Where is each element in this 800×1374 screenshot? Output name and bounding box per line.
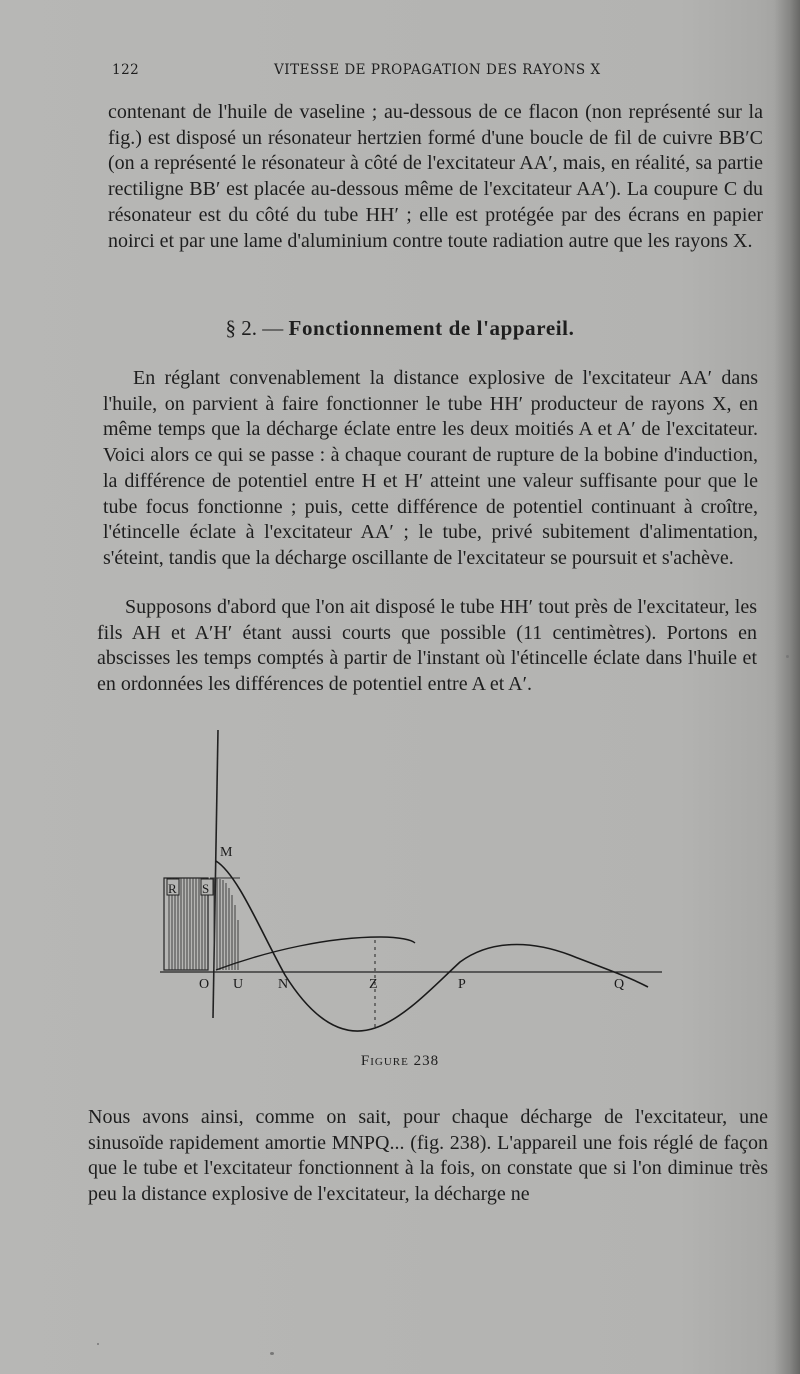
paragraph-operation: En réglant convenablement la distance explosive de l'excitateur AA′ dans l'huile, on parvient à faire fonctionner le tube HH′ producteur de rayons X, en même temps que la décharge éclate entre les deux moitiés A et A′ de l'excitateur. Voici alors ce qui se passe : à chaque courant de rupture de la bobine d'induction, la différence de potentiel entre H et H′ atteint une valeur suffisante pour que le tube focus fonctionne ; puis, cette différence de potentiel continuant à croître, l'étincelle éclate à l'excitateur AA′ ; le tube, privé subitement d'alimentation, s'éteint, tandis que la décharge oscillante de l'excitateur se poursuit et s'achève. xyxy=(103,367,758,569)
section-heading xyxy=(0,316,800,341)
ordinate-axis xyxy=(213,730,218,1018)
section-number: § 2. — xyxy=(225,316,284,340)
label-r: R xyxy=(168,881,177,896)
section-title: Fonctionnement de l'appareil. xyxy=(288,316,575,340)
rising-curve xyxy=(216,937,415,970)
figure-caption: Figure 238 xyxy=(360,1053,440,1069)
damped-sinusoid-diagram xyxy=(150,725,680,1055)
label-o: O xyxy=(199,977,210,992)
paper-speck xyxy=(97,1343,99,1345)
damped-sinusoid-curve xyxy=(216,861,648,1031)
paragraph-continuation: contenant de l'huile de vaseline ; au-dessous de ce flacon (non représenté sur la fig.) est disposé un résonateur hertzien formé d'une boucle de fil de cuivre BB′C (on a représenté le résonateur à côté de l'excitateur AA′, mais, en réalité, sa partie rectiligne BB′ est placée au-dessous même de l'excitateur AA′). La coupure C du résonateur est du côté du tube HH′ ; elle est protégée par des écrans en papier noirci et par une lame d'aluminium contre toute radiation autre que les rayons X. xyxy=(108,101,763,252)
figure-238 xyxy=(150,725,680,1055)
label-u: U xyxy=(233,977,244,992)
paper-speck xyxy=(270,1352,274,1355)
label-n: N xyxy=(278,977,289,992)
running-title: VITESSE DE PROPAGATION DES RAYONS X xyxy=(274,62,601,78)
label-z: Z xyxy=(369,977,378,992)
page-number: 122 xyxy=(112,62,140,78)
running-header xyxy=(112,62,602,84)
label-p: P xyxy=(458,977,466,992)
paragraph-suppose: Supposons d'abord que l'on ait disposé le tube HH′ tout près de l'excitateur, les fils AH et A′H′ étant aussi courts que possible (11 centimètres). Portons en abscisses les temps comptés à partir de l'instant où l'étincelle éclate dans l'huile et en ordonnées les différences de potentiel entre A et A′. xyxy=(97,596,757,696)
page-edge-shadow xyxy=(774,0,800,1374)
paragraph-conclusion: Nous avons ainsi, comme on sait, pour chaque décharge de l'excitateur, une sinusoïde rapidement amortie MNPQ... (fig. 238). L'appareil une fois réglé de façon que le tube et l'excitateur fonctionnent à la fois, on constate que si l'on diminue très peu la distance explosive de l'excitateur, la décharge ne xyxy=(88,1106,768,1206)
paper-speck xyxy=(786,655,789,658)
label-q: Q xyxy=(614,977,625,992)
label-m: M xyxy=(220,845,233,860)
label-s: S xyxy=(202,881,210,896)
